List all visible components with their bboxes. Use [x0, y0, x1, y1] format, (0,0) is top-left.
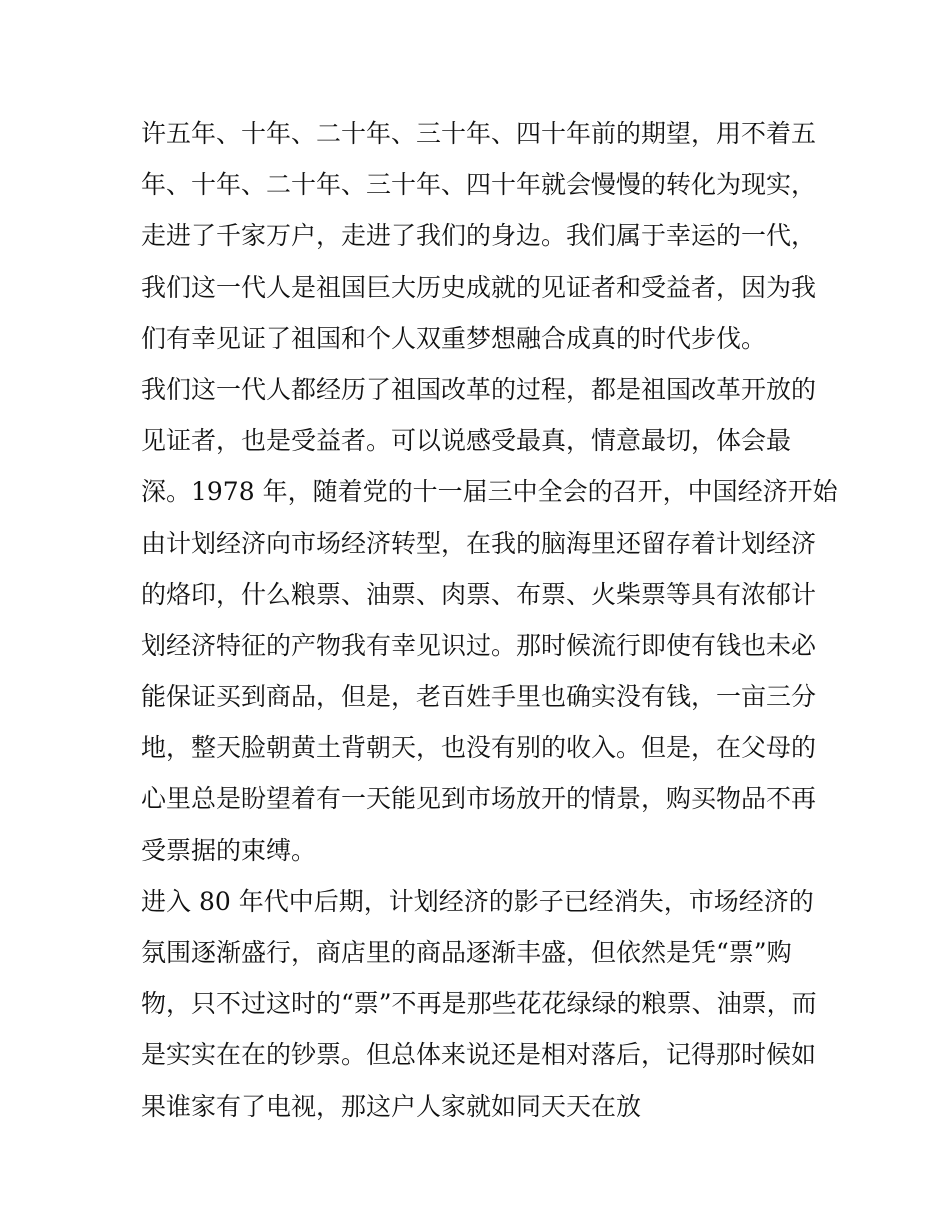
text-line: 深。1978 年，随着党的十一届三中全会的召开，中国经济开始	[141, 477, 838, 507]
text-line: 们有幸见证了祖国和个人双重梦想融合成真的时代步伐。	[141, 323, 767, 353]
text-line: 走进了千家万户，走进了我们的身边。我们属于幸运的一代，	[141, 221, 817, 251]
text-line: 心里总是盼望着有一天能见到市场放开的情景，购买物品不再	[141, 784, 817, 814]
text-line: 年、十年、二十年、三十年、四十年就会慢慢的转化为现实，	[141, 170, 817, 200]
text-line: 见证者，也是受益者。可以说感受最真，情意最切，体会最	[141, 426, 792, 456]
text-line: 果谁家有了电视，那这户人家就如同天天在放	[141, 1091, 642, 1121]
text-line: 我们这一代人是祖国巨大历史成就的见证者和受益者，因为我	[141, 272, 817, 302]
text-line: 物，只不过这时的“票”不再是那些花花绿绿的粮票、油票，而	[141, 989, 817, 1019]
text-line: 能保证买到商品，但是，老百姓手里也确实没有钱，一亩三分	[141, 682, 817, 712]
text-line: 地，整天脸朝黄土背朝天，也没有别的收入。但是，在父母的	[141, 733, 817, 763]
text-line: 我们这一代人都经历了祖国改革的过程，都是祖国改革开放的	[141, 374, 817, 404]
text-line: 由计划经济向市场经济转型，在我的脑海里还留存着计划经济	[141, 528, 817, 558]
body-text	[141, 108, 838, 1132]
text-line: 受票据的束缚。	[141, 835, 317, 865]
text-line: 氛围逐渐盛行，商店里的商品逐渐丰盛，但依然是凭“票”购	[141, 938, 792, 967]
text-line: 的烙印，什么粮票、油票、肉票、布票、火柴票等具有浓郁计	[141, 579, 817, 609]
text-line: 划经济特征的产物我有幸见识过。那时候流行即使有钱也未必	[141, 630, 817, 660]
text-line: 是实实在在的钞票。但总体来说还是相对落后，记得那时候如	[141, 1040, 817, 1070]
text-line: 许五年、十年、二十年、三十年、四十年前的期望，用不着五	[141, 119, 817, 148]
text-line: 进入 80 年代中后期，计划经济的影子已经消失，市场经济的	[141, 886, 814, 916]
